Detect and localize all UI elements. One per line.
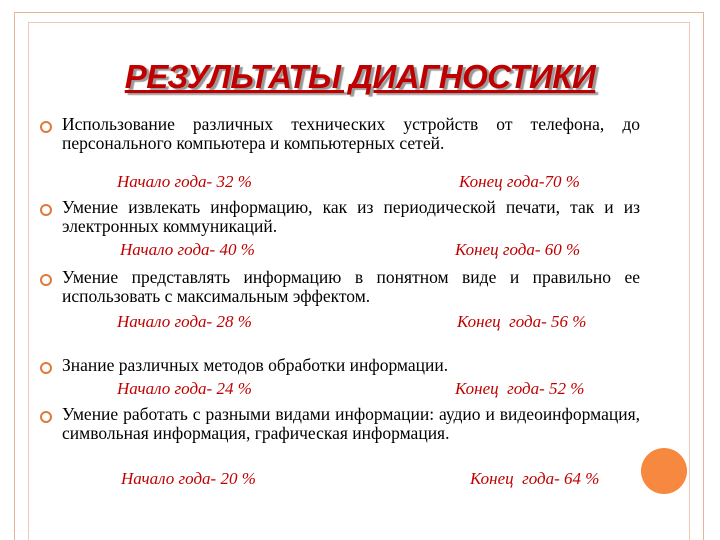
ring-bullet-icon <box>40 274 52 286</box>
item-text: Умение работать с разными видами информации: аудио и видеоинформация, символьная информация, графическая информация. <box>62 404 640 443</box>
stat-start: Начало года- 24 % <box>117 379 252 398</box>
list-item <box>40 405 640 443</box>
item-text: Использование различных технических устройств от телефона, до персонального компьютера и компьютерных сетей. <box>62 114 640 153</box>
stat-end: Конец года- 60 % <box>455 240 581 259</box>
stat-start: Начало года- 20 % <box>121 469 256 488</box>
list-item <box>40 356 640 375</box>
ring-bullet-icon <box>40 121 52 133</box>
stat-end: Конец года-70 % <box>459 172 580 191</box>
stat-end: Конец года- 64 % <box>470 469 600 488</box>
ring-bullet-icon <box>40 204 52 216</box>
ring-bullet-icon <box>40 411 52 423</box>
list-item <box>40 115 640 153</box>
list-item <box>40 268 640 306</box>
ring-bullet-icon <box>40 362 52 374</box>
item-text: Умение извлекать информацию, как из периодической печати, так и из электронных коммуникаций. <box>62 197 640 236</box>
item-text: Умение представлять информацию в понятном виде и правильно ее использовать с максимальным эффектом. <box>62 267 640 306</box>
list-item <box>40 198 640 236</box>
stat-start: Начало года- 40 % <box>120 240 255 259</box>
slide-title: РЕЗУЛЬТАТЫ ДИАГНОСТИКИ <box>124 58 596 95</box>
decorative-orange-circle <box>641 448 687 494</box>
stat-start: Начало года- 32 % <box>117 172 252 191</box>
stat-start: Начало года- 28 % <box>117 312 252 331</box>
stat-end: Конец года- 56 % <box>457 312 587 331</box>
stat-end: Конец года- 52 % <box>455 379 585 398</box>
item-text: Знание различных методов обработки информации. <box>62 355 449 375</box>
